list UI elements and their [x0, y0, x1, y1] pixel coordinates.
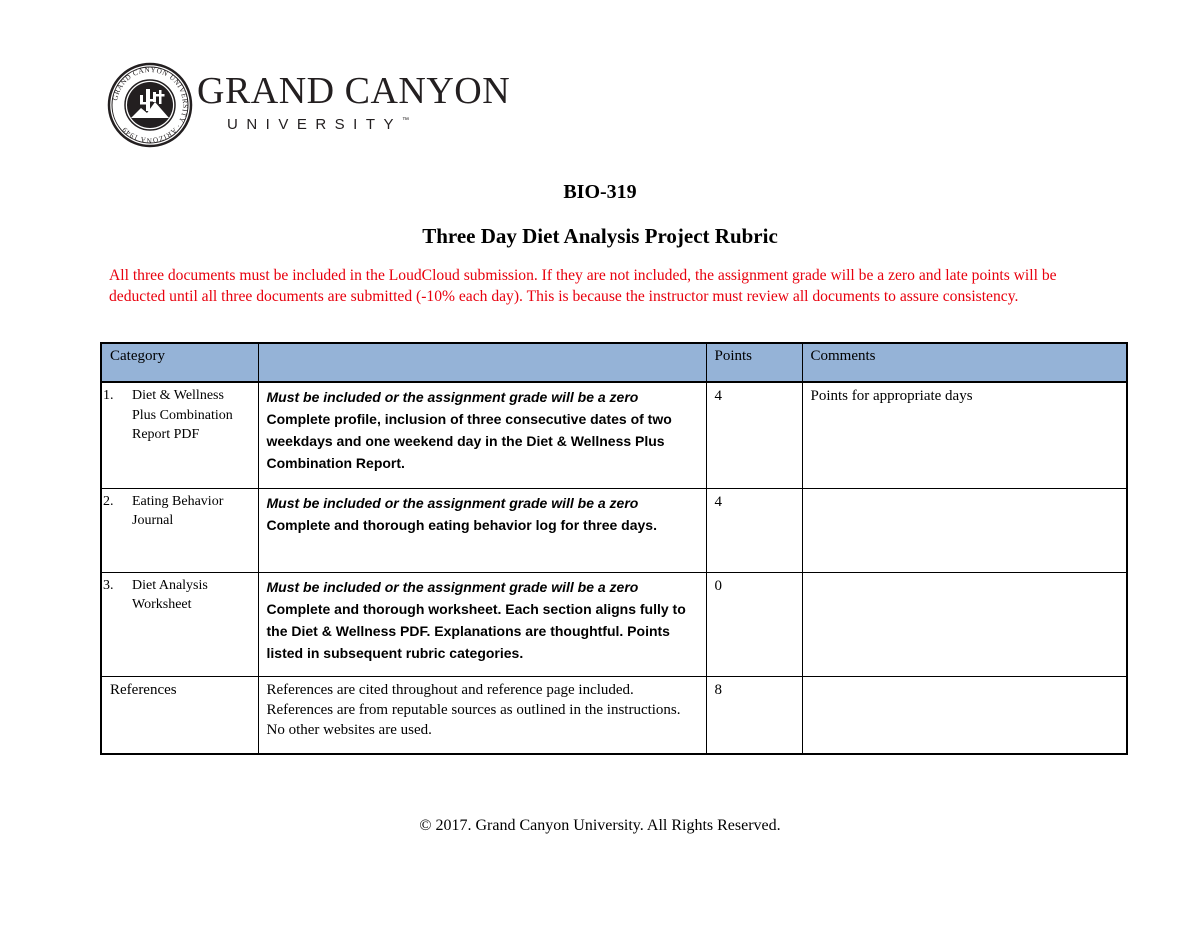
university-seal-icon — [107, 62, 193, 148]
required-emphasis: Must be included or the assignment grade will be a zero — [266, 578, 639, 595]
comments-cell — [802, 572, 1127, 676]
category-item — [103, 492, 250, 531]
criteria-cell — [258, 572, 706, 676]
comments-cell — [802, 488, 1127, 572]
category-cell — [101, 488, 258, 572]
column-header-comments: Comments — [802, 343, 1127, 382]
rubric-table — [100, 342, 1128, 755]
criteria-text — [267, 492, 698, 536]
criteria-cell — [258, 488, 706, 572]
category-item — [103, 386, 250, 445]
category-name: Diet Analysis Worksheet — [132, 577, 208, 612]
required-emphasis: Must be included or the assignment grade will be a zero — [266, 389, 639, 405]
criteria-description: Complete and thorough eating behavior log for three days. — [266, 516, 657, 533]
criteria-cell — [258, 676, 706, 754]
comments-cell: Points for appropriate days — [802, 382, 1127, 488]
copyright-footer: © 2017. Grand Canyon University. All Rights Reserved. — [419, 817, 781, 834]
table-row — [101, 676, 1127, 754]
table-row — [101, 572, 1127, 676]
logo-wordmark: GRAND CANYON — [197, 70, 511, 112]
category-name: Diet & Wellness Plus Combination Report PDF — [132, 388, 233, 442]
category-name: References — [110, 681, 177, 698]
category-name: Eating Behavior Journal — [132, 493, 224, 528]
criteria-description: Complete and thorough worksheet. Each section aligns fully to the Diet & Wellness PDF. Explanations are thoughtful. Points listed in subsequent rubric categories. — [266, 600, 686, 661]
points-cell: 0 — [706, 572, 802, 676]
table-row — [101, 488, 1127, 572]
criteria-text — [267, 386, 698, 474]
criteria-cell — [258, 382, 706, 488]
document-title: Three Day Diet Analysis Project Rubric — [422, 224, 778, 248]
table-header-row — [101, 343, 1127, 382]
university-logo — [107, 62, 511, 150]
category-cell — [101, 382, 258, 488]
logo-subwordmark — [227, 117, 409, 132]
column-header-description — [258, 343, 706, 382]
criteria-description: Complete profile, inclusion of three consecutive dates of two weekdays and one weekend day in the Diet & Wellness Plus Combination Report. — [266, 411, 672, 471]
category-cell — [101, 676, 258, 754]
category-number: 1. — [103, 388, 114, 403]
category-cell — [101, 572, 258, 676]
required-emphasis: Must be included or the assignment grade will be a zero — [266, 494, 639, 511]
points-cell: 4 — [706, 382, 802, 488]
category-item — [103, 576, 250, 615]
column-header-category: Category — [101, 343, 258, 382]
points-cell: 4 — [706, 488, 802, 572]
comments-cell — [802, 676, 1127, 754]
criteria-description: References are cited throughout and reference page included. References are from reputable sources as outlined in the instructions. No other websites are used. — [266, 681, 681, 738]
submission-notice: All three documents must be included in the LoudCloud submission. If they are not included, the assignment grade will be a zero and late points will be deducted until all three documents are submitted (-10% each day). This is because the instructor must review all documents to assure consistency. — [109, 267, 1057, 305]
seal-text: GRAND CANYON UNIVERSITY · ARIZONA 1949 — [111, 65, 190, 145]
criteria-text — [267, 576, 698, 664]
trademark-symbol: ™ — [402, 117, 410, 124]
category-number: 3. — [103, 577, 114, 593]
logo-subwordmark-text: UNIVERSITY — [227, 116, 403, 133]
category-number: 2. — [103, 493, 114, 509]
table-row — [101, 382, 1127, 488]
column-header-points: Points — [706, 343, 802, 382]
points-cell: 8 — [706, 676, 802, 754]
course-code: BIO-319 — [563, 181, 637, 203]
